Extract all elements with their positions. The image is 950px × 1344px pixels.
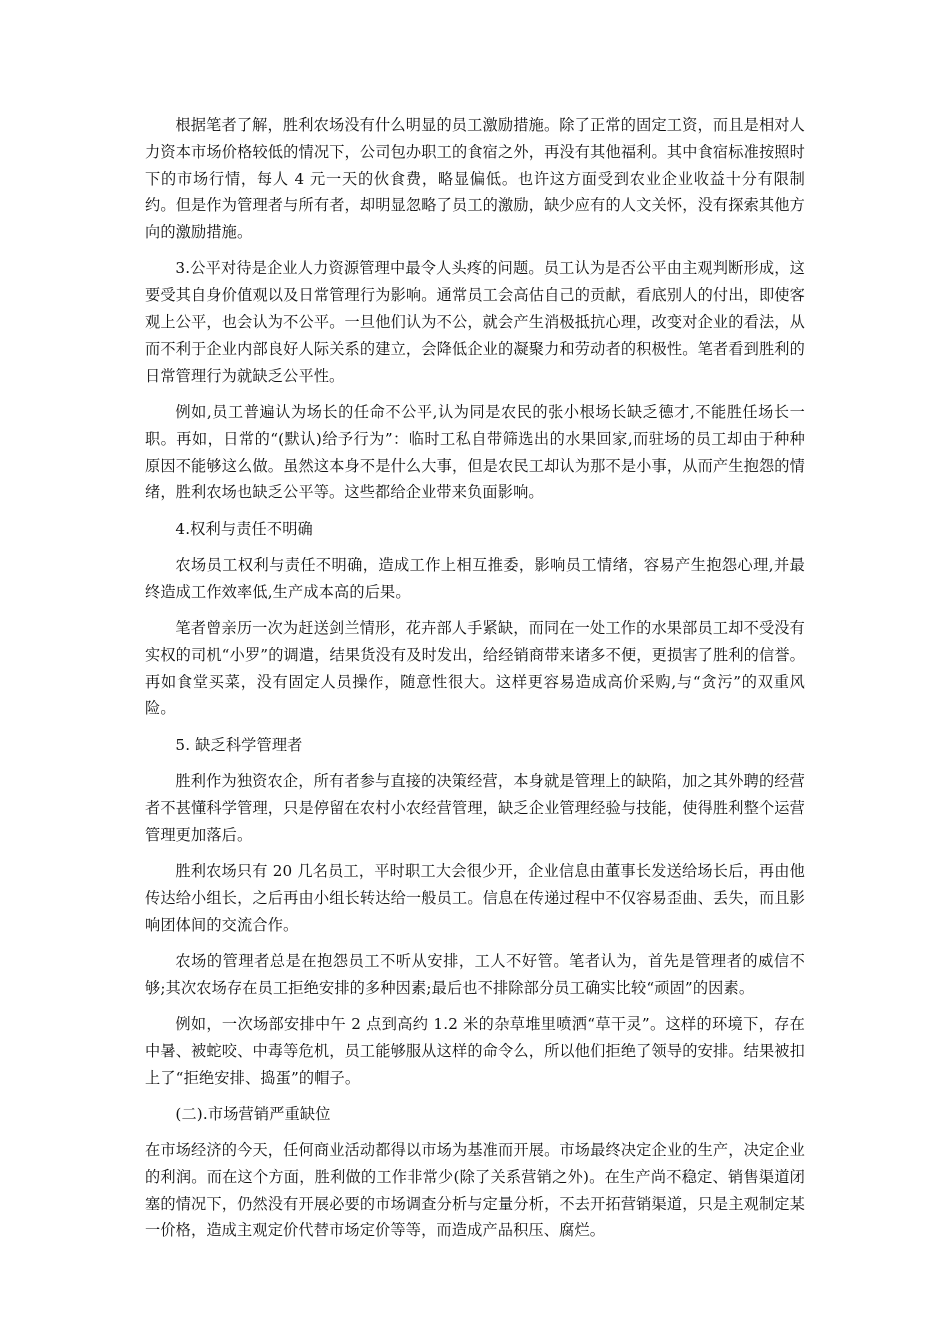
document-page — [145, 112, 805, 1254]
section-heading-rights-responsibilities: 4.权利与责任不明确 — [175, 519, 313, 538]
paragraph-rights-unclear: 农场员工权利与责任不明确，造成工作上相互推委，影响员工情绪，容易产生抱怨心理,并最终造成工作效率低,生产成本高的后果。 — [145, 555, 805, 601]
paragraph-rights-example: 笔者曾亲历一次为赶送剑兰情形，花卉部人手紧缺，而同在一处工作的水果部员工却不受没有实权的司机“小罗”的调遣，结果货没有及时发出，给经销商带来诸多不便，更损害了胜利的信誉。再如食堂买菜，没有固定人员操作，随意性很大。这样更容易造成高价采购,与“贪污”的双重风险。 — [145, 619, 806, 718]
paragraph-management-defects: 胜利作为独资农企，所有者参与直接的决策经营，本身就是管理上的缺陷，加之其外聘的经营者不甚懂科学管理，只是停留在农村小农经营管理，缺乏企业管理经验与技能，使得胜利整个运营管理更加落后。 — [145, 772, 805, 844]
paragraph-fairness-examples: 例如,员工普遍认为场长的任命不公平,认为同是农民的张小根场长缺乏德才,不能胜任场长一职。再如，日常的“(默认)给予行为”：临时工私自带筛选出的水果回家,而驻场的员工却由于种种原因不能够这么做。虽然这本身不是什么大事，但是农民工却认为那不是小事，从而产生抱怨的情绪，胜利农场也缺乏公平等。这些都给企业带来负面影响。 — [145, 402, 805, 502]
section-heading-lack-of-managers: 5. 缺乏科学管理者 — [175, 735, 303, 754]
section-heading-marketing: (二).市场营销严重缺位 — [175, 1104, 331, 1123]
paragraph-manager-complaints: 农场的管理者总是在抱怨员工不听从安排，工人不好管。笔者认为，首先是管理者的威信不够;其次农场存在员工拒绝安排的多种因素;最后也不排除部分员工确实比较“顽固”的因素。 — [145, 951, 805, 997]
paragraph-information-flow: 胜利农场只有 20 几名员工，平时职工大会很少开，企业信息由董事长发送给场长后，再由他传达给小组长，之后再由小组长转达给一般员工。信息在传递过程中不仅容易歪曲、丢失，而且影响团体间的交流合作。 — [145, 861, 805, 934]
paragraph-refusal-example: 例如，一次场部安排中午 2 点到高约 1.2 米的杂草堆里喷洒“草干灵”。这样的环境下，存在中暑、被蛇咬、中毒等危机，员工能够服从这样的命令么，所以他们拒绝了领导的安排。结果被扣上了“拒绝安排、捣蛋”的帽子。 — [145, 1014, 805, 1087]
paragraph-fairness-issue: 3.公平对待是企业人力资源管理中最令人头疼的问题。员工认为是否公平由主观判断形成，这要受其自身价值观以及日常管理行为影响。通常员工会高估自己的贡献，看底别人的付出，即使客观上公平，也会认为不公平。一旦他们认为不公，就会产生消极抵抗心理，改变对企业的看法，从而不利于企业内部良好人际关系的建立，会降低企业的凝聚力和劳动者的积极性。笔者看到胜利的日常管理行为就缺乏公平性。 — [145, 259, 805, 385]
paragraph-marketing-absence: 在市场经济的今天，任何商业活动都得以市场为基准而开展。市场最终决定企业的生产，决定企业的利润。而在这个方面，胜利做的工作非常少(除了关系营销之外)。在生产尚不稳定、销售渠道闭塞的情况下，仍然没有开展必要的市场调查分析与定量分析，不去开拓营销渠道，只是主观制定某一价格，造成主观定价代替市场定价等等，而造成产品积压、腐烂。 — [145, 1141, 805, 1240]
paragraph-employee-incentives: 根据笔者了解，胜利农场没有什么明显的员工激励措施。除了正常的固定工资，而且是相对人力资本市场价格较低的情况下，公司包办职工的食宿之外，再没有其他福利。其中食宿标准按照时下的市场行情，每人 4 元一天的伙食费，略显偏低。也许这方面受到农业企业收益十分有限制约。但是作为管理者与所有者，却明显忽略了员工的激励，缺少应有的人文关怀，没有探索其他方向的激励措施。 — [145, 116, 805, 242]
